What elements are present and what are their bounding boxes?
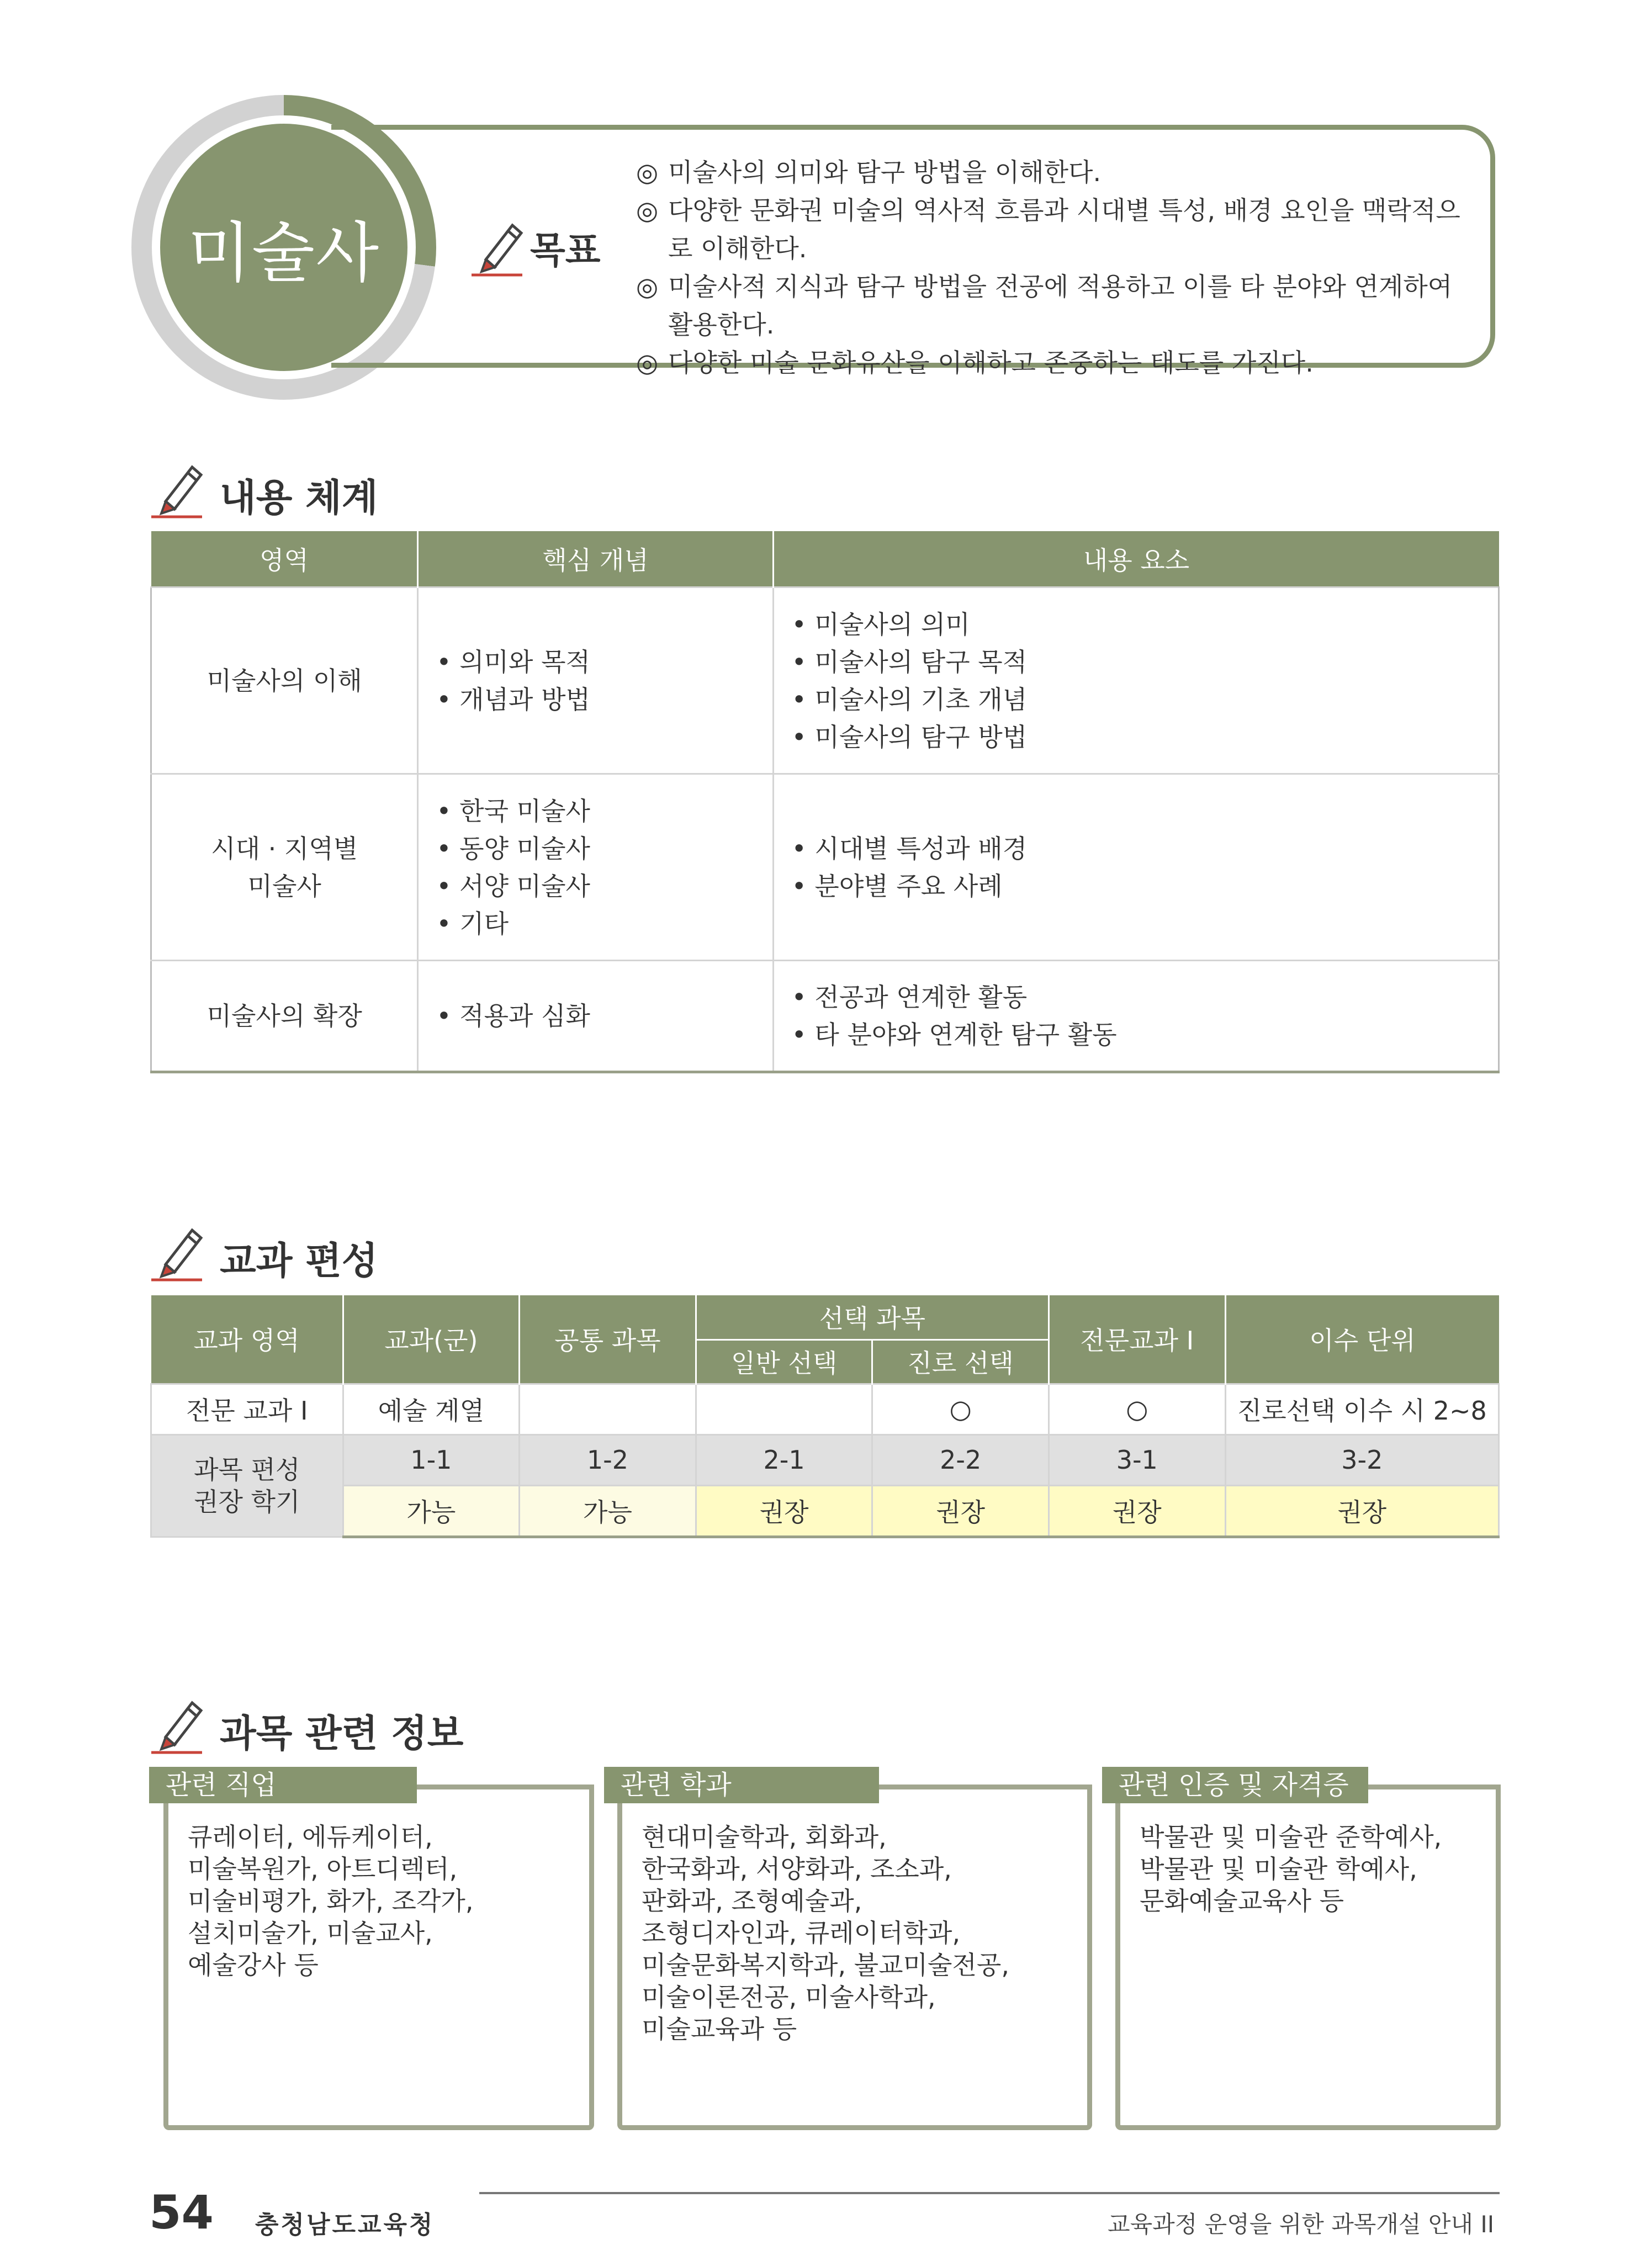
concept-cell: • 의미와 목적 • 개념과 방법 <box>418 587 773 774</box>
semester-cell: 1-1 <box>343 1434 520 1485</box>
recommendation-cell: 권장 <box>1049 1485 1225 1537</box>
table-header: 전문교과 I <box>1049 1295 1225 1384</box>
recommendation-cell: 권장 <box>1225 1485 1499 1537</box>
section-title-curriculum: 교과 편성 <box>220 1240 378 1283</box>
table-cell <box>520 1384 696 1434</box>
subject-title <box>160 124 407 371</box>
table-header-row <box>151 531 1499 587</box>
semester-cell: 2-2 <box>872 1434 1049 1485</box>
semester-label-cell: 과목 편성 권장 학기 <box>151 1434 343 1537</box>
content-system-table <box>150 531 1500 1073</box>
departments-tab-label: 관련 학과 <box>621 1770 732 1801</box>
section-title-related-info: 과목 관련 정보 <box>220 1712 464 1756</box>
element-cell: • 시대별 특성과 배경 • 분야별 주요 사례 <box>773 774 1499 961</box>
recommendation-row <box>151 1485 1499 1537</box>
semester-cell: 2-1 <box>696 1434 872 1485</box>
table-header: 선택 과목 <box>696 1295 1049 1339</box>
table-header: 진로 선택 <box>872 1339 1049 1384</box>
table-row <box>151 961 1499 1072</box>
table-cell: 예술 계열 <box>343 1384 520 1434</box>
semester-row <box>151 1434 1499 1485</box>
tab-underline <box>417 1785 594 1789</box>
jobs-list: 큐레이터, 에듀케이터, 미술복원가, 아트디렉터, 미술비평가, 화가, 조각가, 설치미술가, 미술교사, 예술강사 등 <box>188 1822 474 1980</box>
footer-organization: 충청남도교육청 <box>255 2211 435 2239</box>
page-number: 54 <box>149 2185 214 2239</box>
element-cell: • 미술사의 의미 • 미술사의 탐구 목적 • 미술사의 기초 개념 • 미술사의 탐구 방법 <box>773 587 1499 774</box>
departments-tab <box>604 1767 879 1803</box>
pencil-icon <box>149 458 206 520</box>
jobs-tab <box>149 1767 417 1803</box>
semester-cell: 1-2 <box>520 1434 696 1485</box>
goal-item: ◎ 미술사의 의미와 탐구 방법을 이해한다. <box>636 157 1102 187</box>
table-header-row <box>151 1295 1499 1339</box>
pencil-icon <box>469 216 527 278</box>
table-cell: 진로선택 이수 시 2~8 <box>1225 1384 1499 1434</box>
certificates-tab <box>1102 1767 1368 1803</box>
subject-title-text: 미술사 <box>188 215 380 291</box>
concept-cell: • 적용과 심화 <box>418 961 773 1072</box>
tab-underline <box>879 1785 1092 1789</box>
table-header: 이수 단위 <box>1225 1295 1499 1384</box>
departments-list: 현대미술학과, 회화과, 한국화과, 서양화과, 조소과, 판화과, 조형예술과, 조형디자인과, 큐레이터학과, 미술문화복지학과, 불교미술전공, 미술이론전공, 미술사학과, 미술교육과 등 <box>642 1822 1009 2044</box>
footer-book-title: 교육과정 운영을 위한 과목개설 안내 II <box>1108 2211 1495 2238</box>
goal-item: ◎ 다양한 문화권 미술의 역사적 흐름과 시대별 특성, 배경 요인을 맥락적으로 이해한다. <box>636 195 1460 263</box>
table-header: 교과(군) <box>343 1295 520 1384</box>
goal-label: 목표 <box>530 229 601 272</box>
concept-cell: • 한국 미술사 • 동양 미술사 • 서양 미술사 • 기타 <box>418 774 773 961</box>
table-cell: ○ <box>1049 1384 1225 1434</box>
table-row <box>151 774 1499 961</box>
pencil-icon <box>149 1221 206 1283</box>
element-cell: • 전공과 연계한 활동 • 타 분야와 연계한 탐구 활동 <box>773 961 1499 1072</box>
tab-underline <box>1368 1785 1501 1789</box>
pencil-icon <box>149 1694 206 1756</box>
recommendation-cell: 권장 <box>696 1485 872 1537</box>
area-cell: 미술사의 이해 <box>151 587 418 774</box>
section-title-content-system: 내용 체계 <box>220 476 378 520</box>
recommendation-cell: 권장 <box>872 1485 1049 1537</box>
certificates-tab-label: 관련 인증 및 자격증 <box>1119 1770 1349 1801</box>
table-row <box>151 587 1499 774</box>
area-cell: 미술사의 확장 <box>151 961 418 1072</box>
goal-item: ◎ 다양한 미술 문화유산을 이해하고 존중하는 태도를 가진다. <box>636 348 1314 378</box>
table-header: 내용 요소 <box>773 531 1499 587</box>
certificates-list: 박물관 및 미술관 준학예사, 박물관 및 미술관 학예사, 문화예술교육사 등 <box>1140 1822 1442 1916</box>
table-cell <box>696 1384 872 1434</box>
footer-divider <box>479 2192 1500 2194</box>
table-header: 핵심 개념 <box>418 531 773 587</box>
table-cell: 전문 교과 I <box>151 1384 343 1434</box>
semester-cell: 3-2 <box>1225 1434 1499 1485</box>
recommendation-cell: 가능 <box>520 1485 696 1537</box>
table-header: 교과 영역 <box>151 1295 343 1384</box>
recommendation-cell: 가능 <box>343 1485 520 1537</box>
table-header: 영역 <box>151 531 418 587</box>
table-row <box>151 1384 1499 1434</box>
area-cell: 시대 · 지역별 미술사 <box>151 774 418 961</box>
table-header: 공통 과목 <box>520 1295 696 1384</box>
table-cell: ○ <box>872 1384 1049 1434</box>
goal-item: ◎ 미술사적 지식과 탐구 방법을 전공에 적용하고 이를 타 분야와 연계하여 활용한다. <box>636 272 1453 340</box>
curriculum-table <box>150 1295 1500 1538</box>
jobs-tab-label: 관련 직업 <box>166 1770 277 1801</box>
semester-cell: 3-1 <box>1049 1434 1225 1485</box>
table-header: 일반 선택 <box>696 1339 872 1384</box>
goal-list <box>636 153 1481 382</box>
